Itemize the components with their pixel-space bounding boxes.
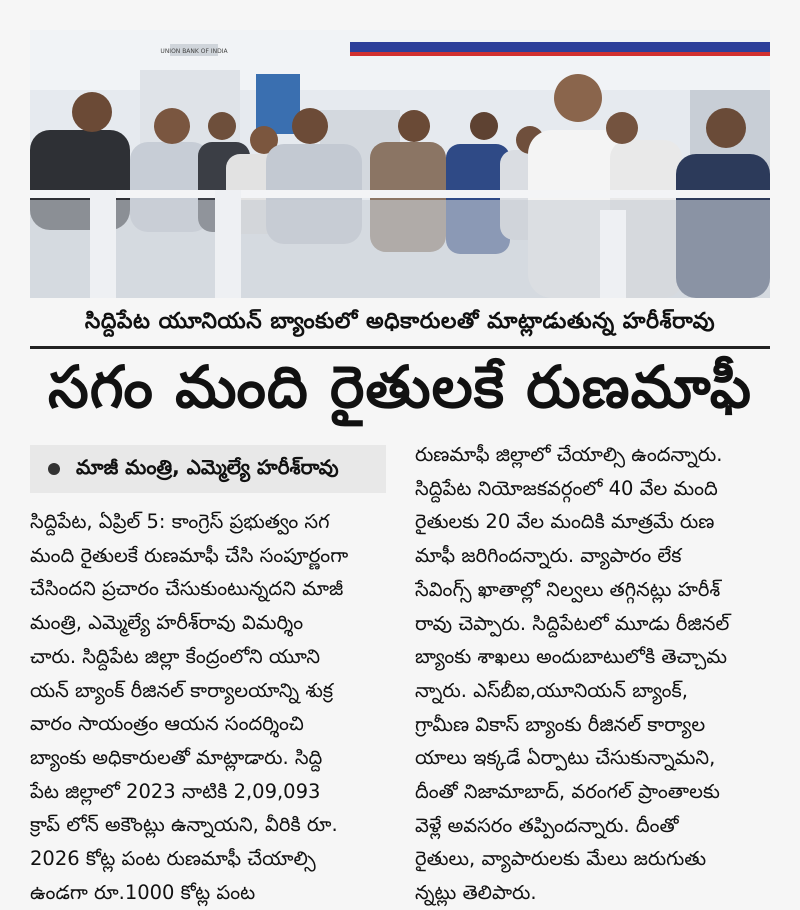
article-line: రైతులు, వ్యాపారులకు మేలు జరుగుతు (415, 847, 707, 871)
article-line: 2026 కోట్ల పంట రుణమాఫీ చేయాల్సి (30, 847, 316, 871)
article-line: యన్ బ్యాంక్ రీజినల్ కార్యాలయాన్ని శుక్ర (30, 678, 334, 702)
article-line: మంది రైతులకే రుణమాఫీ చేసి సంపూర్ణంగా (30, 543, 349, 567)
article-line: వెళ్లే అవసరం తప్పిందన్నారు. దీంతో (415, 813, 679, 837)
article-column-right (415, 438, 775, 910)
bank-sign-text: UNION BANK OF INDIA (160, 48, 228, 55)
article-line: చారు. సిద్దిపేట జిల్లా కేంద్రంలోని యూని (30, 644, 321, 668)
article-line: రైతులకు 20 వేల మందికి మాత్రమే రుణ (415, 510, 715, 534)
article-line: బ్యాంకు శాఖలు అందుబాటులోకి తెచ్చామ (415, 645, 727, 669)
bank-officials-photo (30, 30, 770, 298)
bullet-icon (48, 463, 60, 475)
headline: సగం మంది రైతులకే రుణమాఫీ (47, 352, 752, 421)
article-line: దీంతో నిజామాబాద్, వరంగల్ ప్రాంతాలకు (415, 780, 720, 804)
article-line: పేట జిల్లాలో 2023 నాటికి 2,09,093 (30, 779, 321, 803)
article-line: సేవింగ్స్ ఖాతాల్లో నిల్వలు తగ్గినట్లు హరీశ్ (415, 577, 721, 601)
article-line: యాలు ఇక్కడే ఏర్పాటు చేసుకున్నామని, (415, 746, 716, 770)
byline-text: మాజీ మంత్రి, ఎమ్మెల్యే హరీశ్‌రావు (76, 454, 339, 479)
article-column-left (30, 505, 395, 909)
article-line: క్రాప్ లోన్ అకౌంట్లు ఉన్నాయని, వీరికి రూ. (30, 813, 338, 837)
article-line: రావు చెప్పారు. సిద్దిపేటలో మూడు రీజినల్ (415, 611, 730, 635)
article-line: చేసిందని ప్రచారం చేసుకుంటున్నదని మాజీ (30, 577, 344, 601)
byline-box (30, 445, 386, 493)
news-photo (30, 30, 770, 298)
article-line: మంత్రి, ఎమ్మెల్యే హరీశ్‌రావు విమర్శిం (30, 611, 304, 635)
article-line: గ్రామీణ వికాస్ బ్యాంకు రీజినల్ కార్యాల (415, 712, 706, 736)
article-line: బ్యాంకు అధికారులతో మాట్లాడారు. సిద్ది (30, 745, 323, 769)
article-line: సిద్దిపేట నియోజకవర్గంలో 40 వేల మంది (415, 476, 718, 500)
photo-caption: సిద్దిపేట యూనియన్ బ్యాంకులో అధికారులతో మాట్లాడుతున్న హరీశ్‌రావు (30, 302, 770, 349)
article-line: ఉండగా రూ.1000 కోట్ల పంట (30, 880, 256, 904)
article-line: న్నారు. ఎస్‌బీఐ,యూనియన్ బ్యాంక్, (415, 678, 688, 702)
article-line: సిద్దిపేట, ఏప్రిల్ 5: కాంగ్రెస్ ప్రభుత్వం సగ (30, 510, 330, 533)
article-line: వారం సాయంత్రం ఆయన సందర్శించి (30, 712, 304, 736)
article-line: మాఫీ జరిగిందన్నారు. వ్యాపారం లేక (415, 544, 682, 568)
article-line: రుణమాఫీ జిల్లాలో చేయాల్సి ఉందన్నారు. (415, 443, 723, 466)
article-line: న్నట్లు తెలిపారు. (415, 881, 537, 905)
